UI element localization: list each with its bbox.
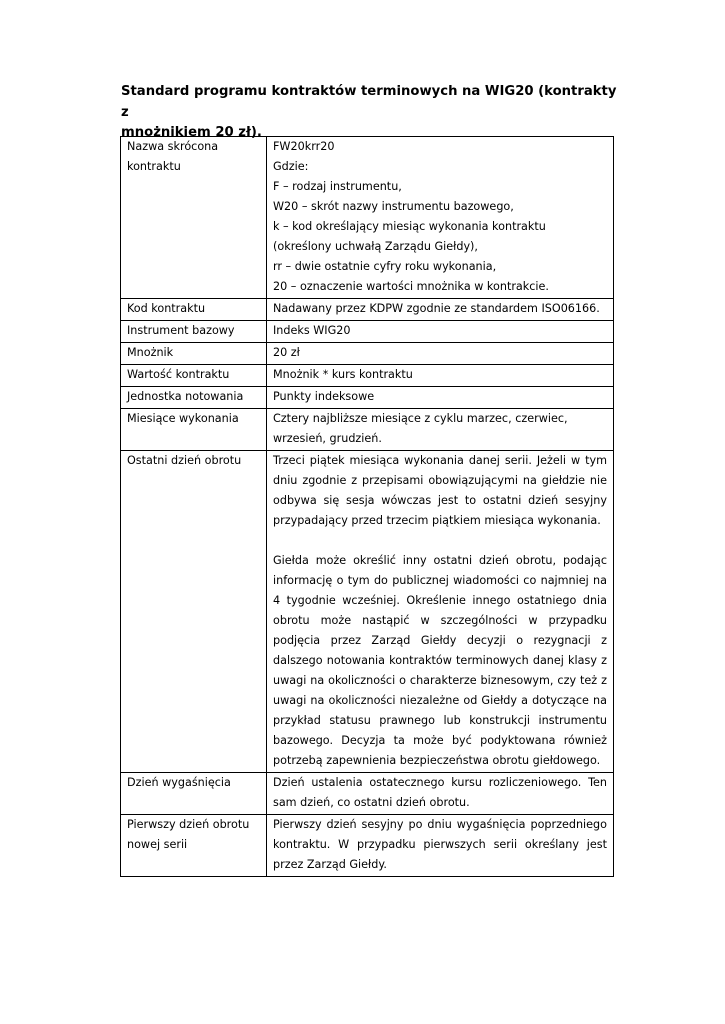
value-cell: Punkty indeksowe [267,387,614,409]
value-cell: Dzień ustalenia ostatecznego kursu rozliczeniowego. Ten sam dzień, co ostatni dzień obrotu. [267,773,614,815]
table-row-contract-code [121,299,614,321]
value-cell: Indeks WIG20 [267,321,614,343]
value-cell [267,137,614,299]
value-cell: Mnożnik * kurs kontraktu [267,365,614,387]
table-row-multiplier [121,343,614,365]
table-row-last-trading-day [121,451,614,773]
value-text: k – kod określający miesiąc wykonania kontraktu [273,220,546,233]
value-text: W20 – skrót nazwy instrumentu bazowego, [273,200,514,213]
table-row-first-trading-day [121,815,614,877]
contract-spec-table [120,136,614,877]
value-text: 20 – oznaczenie wartości mnożnika w kontrakcie. [273,280,549,293]
value-paragraph: Giełda może określić inny ostatni dzień obrotu, podając informację o tym do publicznej wiadomości co najmniej na 4 tygodnie wcześniej. Określenie innego ostatniego dnia obrotu może nastąpić w szczególności w przypadku podjęcia przez Zarząd Giełdy decyzji o rezygnacji z dalszego notowania kontraktów terminowych danej klasy z uwagi na okoliczności o charakterze biznesowym, czy też z uwagi na okoliczności niezależne od Giełdy a dotyczące na przykład statusu prawnego lub konstrukcji instrumentu bazowego. Decyzja ta może być podyktowana również potrzebą zapewnienia bezpieczeństwa obrotu giełdowego. [273,554,607,767]
table-row-contract-value [121,365,614,387]
value-cell: Nadawany przez KDPW zgodnie ze standardem ISO06166. [267,299,614,321]
label-cell: Wartość kontraktu [121,365,267,387]
page-title-line-1: Standard programu kontraktów terminowych na WIG20 (kontrakty z [121,84,617,120]
label-cell: Dzień wygaśnięcia [121,773,267,815]
table-row-underlying [121,321,614,343]
label-cell: Jednostka notowania [121,387,267,409]
value-text: rr – dwie ostatnie cyfry roku wykonania, [273,260,497,273]
paragraph-spacer [273,531,607,551]
label-text: Pierwszy dzień obrotu [127,818,250,831]
table-row-expiration-day [121,773,614,815]
table-row-quotation-unit [121,387,614,409]
value-cell: Pierwszy dzień sesyjny po dniu wygaśnięcia poprzedniego kontraktu. W przypadku pierwszych serii określany jest przez Zarząd Giełdy. [267,815,614,877]
label-cell: Ostatni dzień obrotu [121,451,267,773]
label-text: Nazwa skrócona [127,140,219,153]
value-text: F – rodzaj instrumentu, [273,180,402,193]
value-cell: 20 zł [267,343,614,365]
page-title [121,82,621,144]
value-text: (określony uchwałą Zarządu Giełdy), [273,240,478,253]
value-cell [267,451,614,773]
value-cell: Cztery najbliższe miesiące z cyklu marzec, czerwiec, wrzesień, grudzień. [267,409,614,451]
label-cell: Miesiące wykonania [121,409,267,451]
label-cell: Mnożnik [121,343,267,365]
label-cell [121,815,267,877]
value-paragraph: Trzeci piątek miesiąca wykonania danej serii. Jeżeli w tym dniu zgodnie z przepisami obowiązującymi na giełdzie nie odbywa się sesja wówczas jest to ostatni dzień sesyjny przypadający przed trzecim piątkiem miesiąca wykonania. [273,454,607,527]
page-title-line-2: mnożnikiem 20 zł). [121,125,262,140]
label-text: kontraktu [127,160,181,173]
label-text: nowej serii [127,838,188,851]
table-row-expiry-months [121,409,614,451]
value-text: FW20krr20 [273,140,335,153]
value-text: Gdzie: [273,160,309,173]
label-cell: Kod kontraktu [121,299,267,321]
label-cell [121,137,267,299]
table-row-short-name [121,137,614,299]
label-cell: Instrument bazowy [121,321,267,343]
